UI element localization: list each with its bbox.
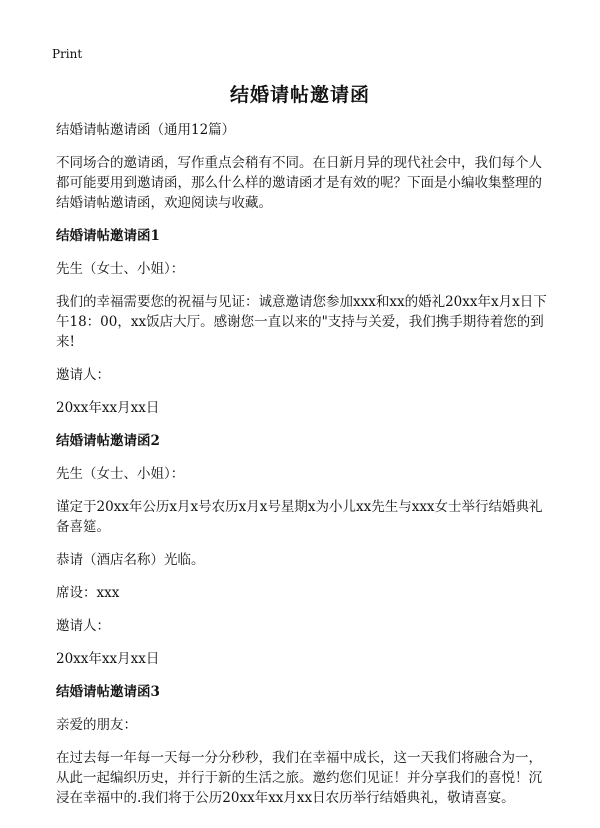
invitation-line: 恭请（酒店名称）光临。	[56, 552, 205, 568]
salutation: 先生（女士、小姐）：	[56, 466, 185, 482]
date-line: 20xx年xx月xx日	[56, 400, 160, 416]
body-paragraph: 在过去每一年每一天每一分分秒秒，我们在幸福中成长，这一天我们将融合为一，从此一起编织历史，并行于新的生活之旅。邀约您们见证！并分享我们的喜悦！沉浸在幸福中的.我们将于公历20xx年xx月xx日农历举行结婚典礼，敬请喜宴。	[56, 750, 542, 806]
body-paragraph: 谨定于20xx年公历x月x号农历x月x号星期x为小儿xx先生与xxx女士举行结婚典礼备喜筵。	[56, 499, 543, 535]
section-heading: 结婚请帖邀请函1	[56, 228, 160, 244]
print-link[interactable]: Print	[52, 47, 83, 61]
document-body	[56, 120, 548, 821]
body-paragraph: 我们的幸福需要您的祝福与见证：诚意邀请您参加xxx和xx的婚礼20xx年x月x日下午18：00，xx饭店大厅。感谢您一直以来的"支持与关爱，我们携手期待着您的到来!	[56, 294, 547, 350]
salutation: 亲爱的朋友：	[56, 717, 137, 733]
section-heading: 结婚请帖邀请函2	[56, 433, 160, 449]
salutation: 先生（女士、小姐）：	[56, 261, 185, 277]
seating-line: 席设：xxx	[56, 585, 120, 601]
inviter-label: 邀请人：	[56, 618, 110, 634]
document-subtitle: 结婚请帖邀请函（通用12篇）	[56, 122, 236, 138]
page-title: 结婚请帖邀请函	[229, 84, 370, 106]
intro-paragraph: 不同场合的邀请函，写作重点会稍有不同。在日新月异的现代社会中，我们每个人都可能要用到邀请函，那么什么样的邀请函才是有效的呢？下面是小编收集整理的结婚请帖邀请函，欢迎阅读与收藏。	[56, 155, 542, 211]
inviter-label: 邀请人：	[56, 367, 110, 383]
date-line: 20xx年xx月xx日	[56, 651, 160, 667]
section-heading: 结婚请帖邀请函3	[56, 684, 160, 700]
